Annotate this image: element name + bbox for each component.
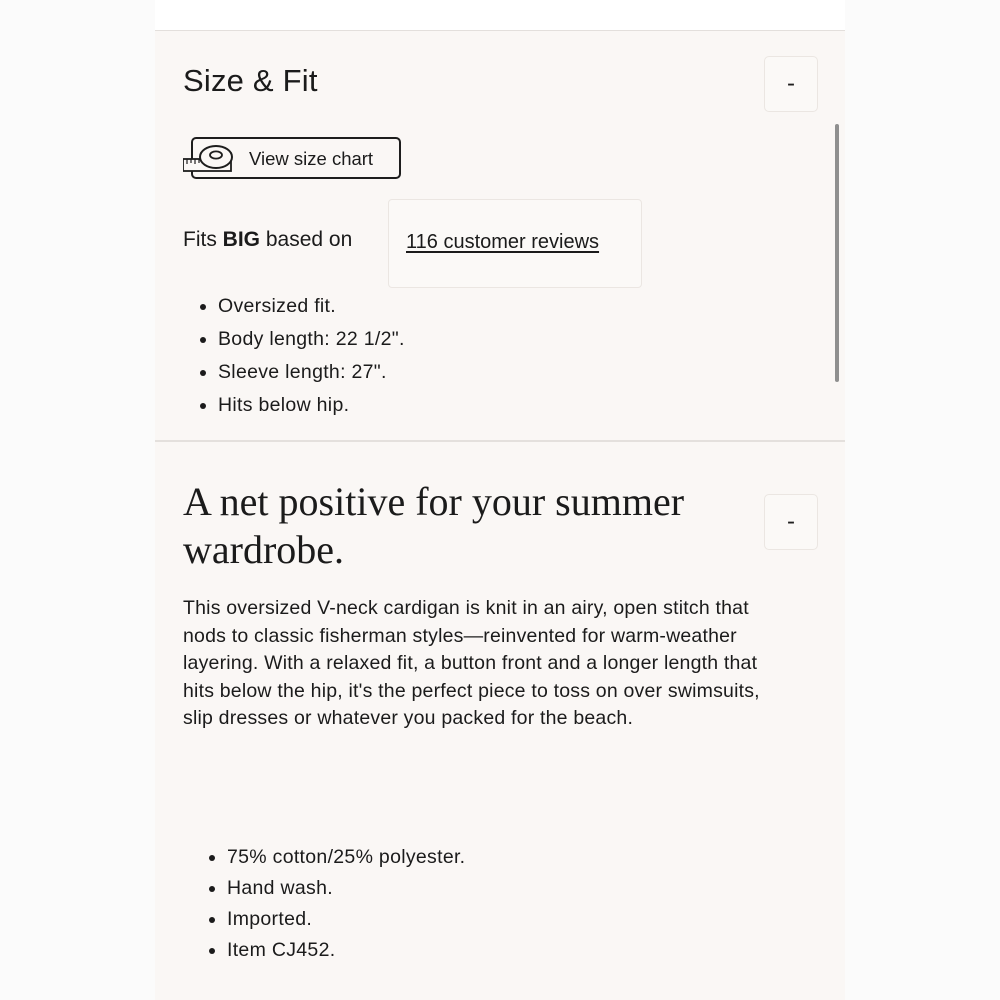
previous-section-edge — [155, 0, 845, 31]
list-item: • Body length: 22 1/2". — [218, 323, 405, 356]
product-specs-list — [192, 842, 465, 966]
customer-reviews-link[interactable]: 116 customer reviews — [406, 231, 600, 253]
description-collapse-button[interactable] — [764, 494, 818, 550]
description-heading: A net positive for your summer wardrobe. — [183, 479, 685, 572]
scrollbar-thumb[interactable] — [835, 124, 839, 382]
view-size-chart-label: View size chart — [249, 148, 374, 169]
product-details-panel — [155, 0, 845, 1000]
fits-prefix: Fits — [183, 228, 217, 251]
fit-value: BIG — [222, 228, 261, 251]
list-item: • Item CJ452. — [227, 935, 465, 966]
size-fit-title: Size & Fit — [183, 63, 318, 98]
size-fit-collapse-button[interactable] — [764, 56, 818, 112]
list-item: • Sleeve length: 27". — [218, 356, 405, 389]
list-item: • Oversized fit. — [218, 290, 405, 323]
section-divider — [155, 440, 845, 442]
list-item: • Hits below hip. — [218, 389, 405, 422]
fit-details-list — [183, 290, 405, 422]
minus-icon: - — [787, 508, 795, 535]
measuring-tape-icon — [183, 144, 235, 178]
reviews-link-container[interactable] — [388, 199, 642, 288]
list-item: • Hand wash. — [227, 873, 465, 904]
product-description: This oversized V-neck cardigan is knit in an airy, open stitch that nods to classic fisherman styles—reinvented for warm-weather layering. With a relaxed fit, a button front and a longer length that hits below the hip, it's the perfect piece to toss on over swimsuits, slip dresses or whatever you packed for the beach. — [183, 597, 760, 729]
list-item: • Imported. — [227, 904, 465, 935]
minus-icon: - — [787, 70, 795, 97]
fit-summary — [183, 228, 352, 252]
fits-suffix: based on — [265, 228, 353, 251]
list-item: • 75% cotton/25% polyester. — [227, 842, 465, 873]
